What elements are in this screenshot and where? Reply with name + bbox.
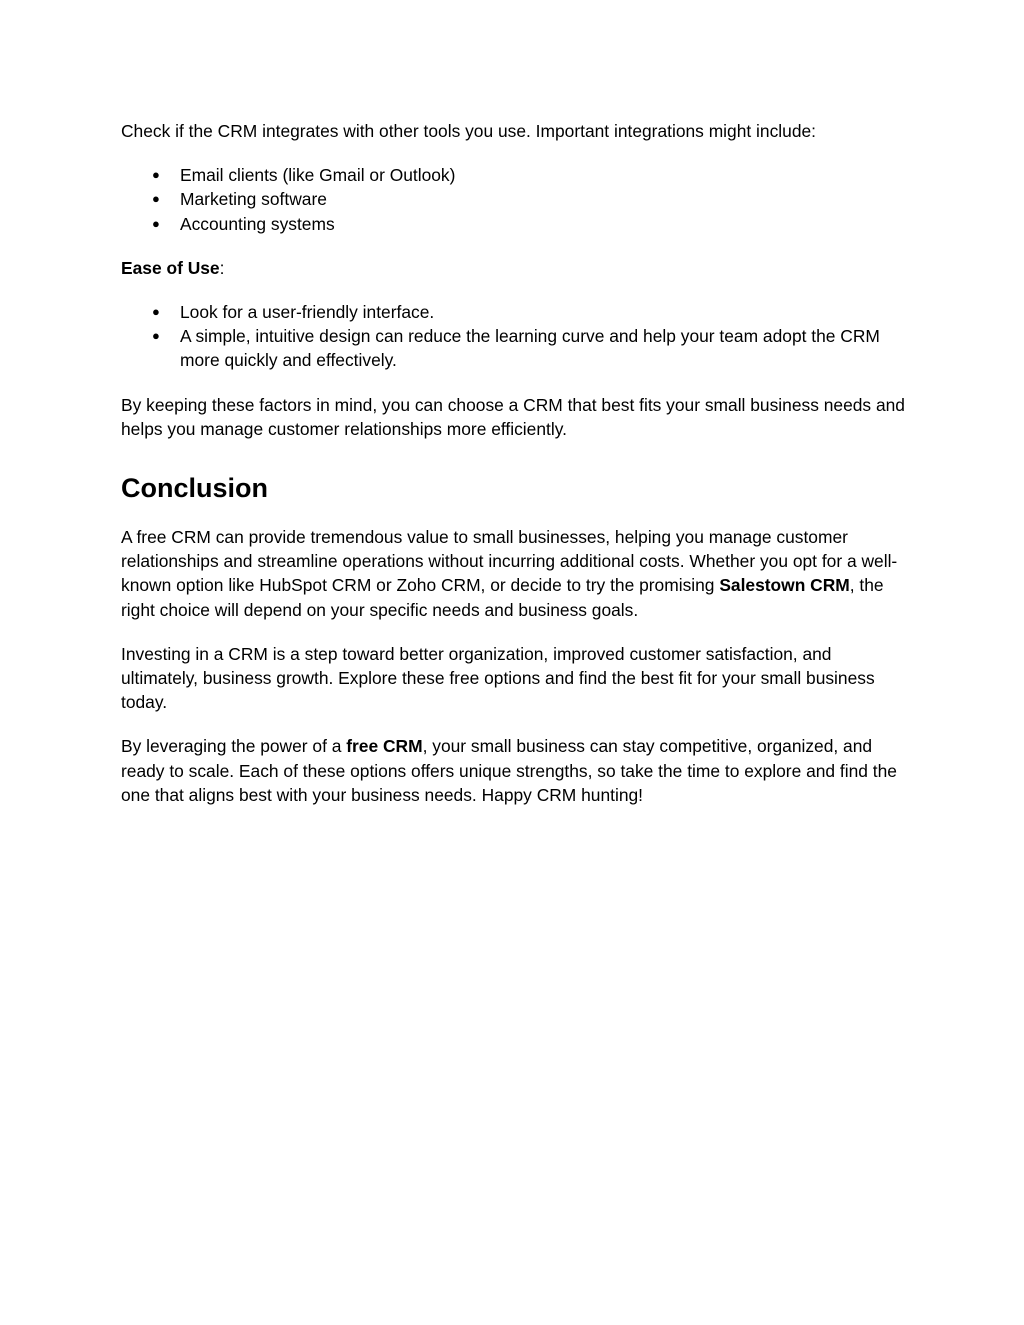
ease-of-use-list <box>121 300 911 373</box>
bullet-icon: ● <box>152 304 160 320</box>
summary-paragraph: By keeping these factors in mind, you can choose a CRM that best fits your small business needs and helps you manage customer relationships more efficiently. <box>121 394 905 439</box>
integrations-list <box>121 163 911 236</box>
list-item: ● Email clients (like Gmail or Outlook) <box>121 163 911 187</box>
list-item: ● Look for a user-friendly interface. <box>121 300 911 324</box>
bullet-icon: ● <box>152 328 160 344</box>
conclusion-heading: Conclusion <box>121 473 268 504</box>
bullet-icon: ● <box>152 191 160 207</box>
list-item: ● A simple, intuitive design can reduce the learning curve and help your team adopt the CRM more quickly and effectively. <box>152 326 880 371</box>
integrations-intro: Check if the CRM integrates with other tools you use. Important integrations might include: <box>121 121 816 141</box>
list-item: ● Accounting systems <box>121 212 911 236</box>
conclusion-paragraph-3: By leveraging the power of a free CRM, your small business can stay competitive, organized, and ready to scale. Each of these options offers unique strengths, so take the time to explore and find the one that aligns best with your business needs. Happy CRM hunting! <box>121 736 897 805</box>
list-item: ● Marketing software <box>121 187 911 211</box>
conclusion-paragraph-1: A free CRM can provide tremendous value to small businesses, helping you manage customer relationships and streamline operations without incurring additional costs. Whether you opt for a well-known option like HubSpot CRM or Zoho CRM, or decide to try the promising Salestown CRM, the right choice will depend on your specific needs and business goals. <box>121 527 898 620</box>
bullet-icon: ● <box>152 167 160 183</box>
bullet-icon: ● <box>152 215 160 231</box>
conclusion-paragraph-2: Investing in a CRM is a step toward better organization, improved customer satisfaction, and ultimately, business growth. Explore these free options and find the best fit for your small business today. <box>121 643 875 713</box>
ease-of-use-label: Ease of Use: <box>121 257 225 278</box>
document-page <box>121 119 911 827</box>
